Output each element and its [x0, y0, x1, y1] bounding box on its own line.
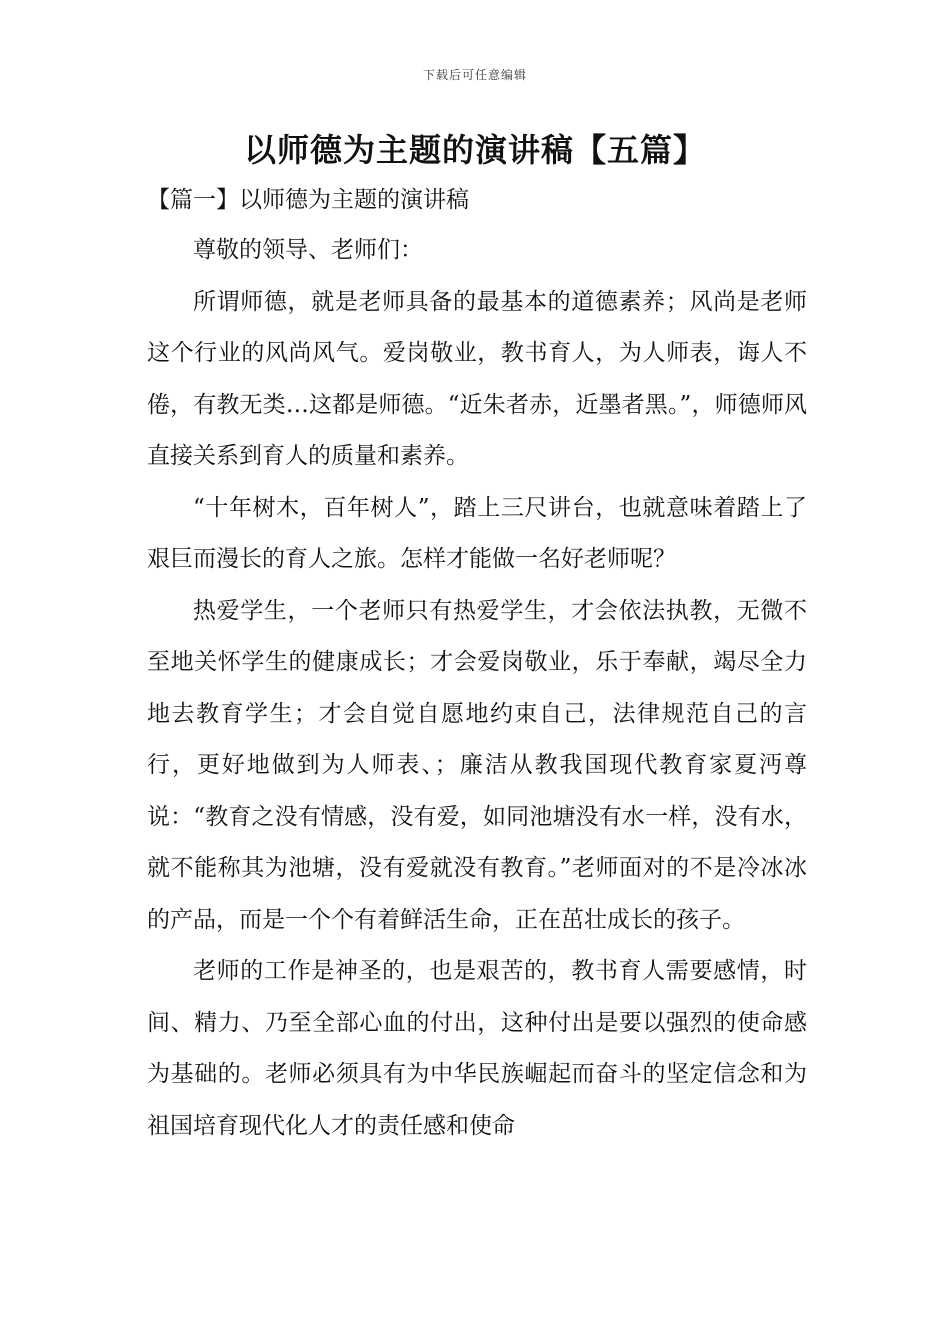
header-note: 下载后可任意编辑 — [422, 68, 527, 82]
section-heading: 【篇一】以师德为主题的演讲稿 — [147, 187, 469, 213]
paragraph: “十年树木，百年树人”，踏上三尺讲台，也就意味着踏上了艰巨而漫长的育人之旅。怎样才能做一名好老师呢？ — [147, 494, 807, 572]
document-body — [147, 225, 807, 1152]
paragraph-salutation: 尊敬的领导、老师们： — [193, 237, 423, 263]
paragraph: 老师的工作是神圣的，也是艰苦的，教书育人需要感情，时间、精力、乃至全部心血的付出，这种付出是要以强烈的使命感为基础的。老师必须具有为中华民族崛起而奋斗的坚定信念和为祖国培育现代化人才的责任感和使命 — [147, 958, 807, 1139]
document-title: 以师德为主题的演讲稿【五篇】 — [243, 131, 706, 169]
paragraph: 所谓师德，就是老师具备的最基本的道德素养；风尚是老师这个行业的风尚风气。爱岗敬业，教书育人，为人师表，诲人不倦，有教无类…这都是师德。“近朱者赤，近墨者黑。”，师德师风直接关系到育人的质量和素养。 — [147, 288, 807, 469]
paragraph: 热爱学生，一个老师只有热爱学生，才会依法执教，无微不至地关怀学生的健康成长；才会爱岗敬业，乐于奉献，竭尽全力地去教育学生；才会自觉自愿地约束自己，法律规范自己的言行，更好地做到为人师表、；廉洁从教我国现代教育家夏沔尊说：“教育之没有情感，没有爱，如同池塘没有水一样，没有水，就不能称其为池塘，没有爱就没有教育。”老师面对的不是冷冰冰的产品，而是一个个有着鲜活生命，正在茁壮成长的孩子。 — [147, 597, 807, 933]
